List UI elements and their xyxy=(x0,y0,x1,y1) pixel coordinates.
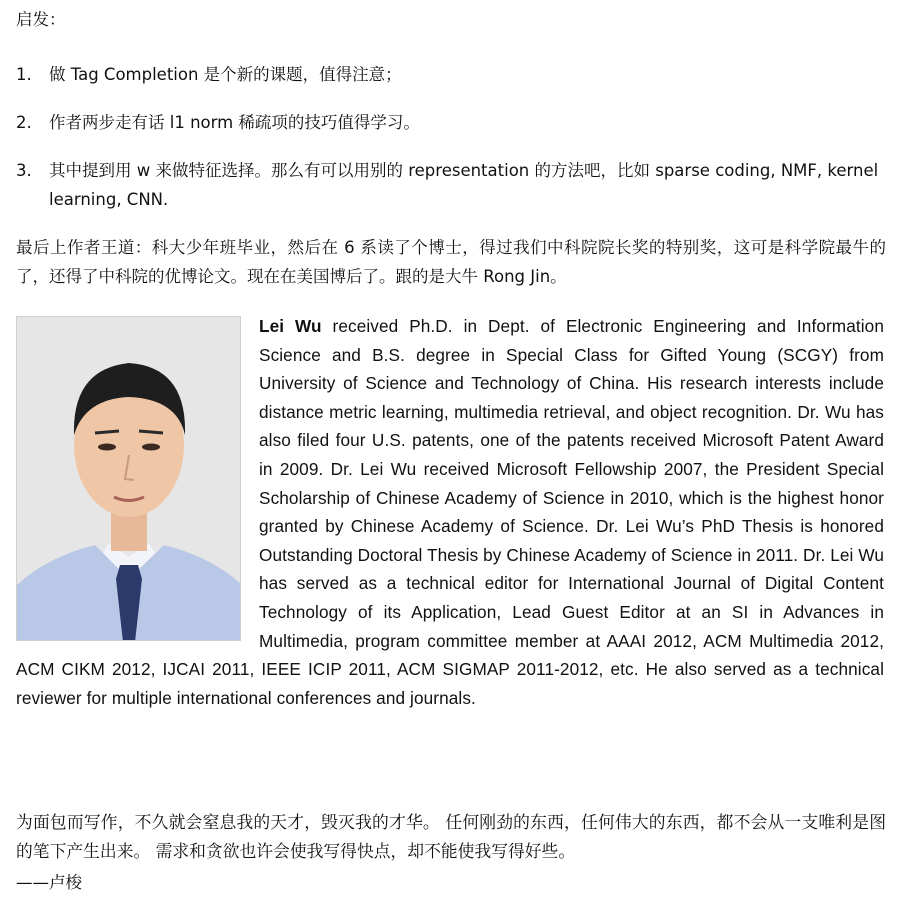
quote-signature: ——卢梭 xyxy=(16,873,82,892)
author-bio xyxy=(16,312,884,712)
list-text: 做 Tag Completion 是个新的课题，值得注意； xyxy=(49,65,402,84)
list-item xyxy=(16,60,886,89)
intro-paragraph: 最后上作者王道：科大少年班毕业，然后在 6 系读了个博士，得过我们中科院院长奖的特别奖，这可是科学院最牛的了，还得了中科院的优博论文。现在在美国博后了。跟的是大牛 Rong Jin。 xyxy=(16,238,886,286)
list-text: 其中提到用 w 来做特征选择。那么有可以用别的 representation 的方法吧，比如 sparse coding, NMF, kernel learning, CNN. xyxy=(49,161,879,209)
bio-text: received Ph.D. in Dept. of Electronic Engineering and Information Science and B.S. degree in Special Class for Gifted Young (SCGY) from University of Science and Technology of China. His research interests include distance metric learning, multimedia retrieval, and object recognition. Dr. Wu has also filed four U.S. patents, one of the patents received Microsoft Patent Award in 2009. Dr. Lei Wu received Microsoft Fellowship 2007, the President Special Scholarship of Chinese Academy of Science in 2010, which is the highest honor granted by Chinese Academy of Science. Dr. Lei Wu’s PhD Thesis is honored Outstanding Doctoral Thesis by Chinese Academy of Science in 2011. Dr. Lei Wu has served as a technical editor for International Journal of Digital Content Technology of its Application, Lead Guest Editor at an SI in Advances in Multimedia, program committee member at AAAI 2012, ACM Multimedia 2012, ACM CIKM 2012, IJCAI 2011, IEEE ICIP 2011, ACM SIGMAP 2011-2012, etc. He also served as a technical reviewer for multiple international conferences and journals. xyxy=(16,316,884,708)
list-item xyxy=(16,156,886,214)
list-number: 1. xyxy=(16,65,32,84)
section-heading: 启发： xyxy=(16,10,66,29)
quote-text: 为面包而写作，不久就会窒息我的天才，毁灭我的才华。 任何刚劲的东西，任何伟大的东西，都不会从一支唯利是图的笔下产生出来。 需求和贪欲也许会使我写得快点，却不能使我写得好些。 xyxy=(16,812,886,861)
author-name: Lei Wu xyxy=(259,316,322,336)
list-number: 2. xyxy=(16,113,32,132)
photo-spacer xyxy=(16,312,259,652)
list-number: 3. xyxy=(16,161,32,180)
list-item xyxy=(16,108,886,137)
list-text: 作者两步走有话 l1 norm 稀疏项的技巧值得学习。 xyxy=(49,113,420,132)
